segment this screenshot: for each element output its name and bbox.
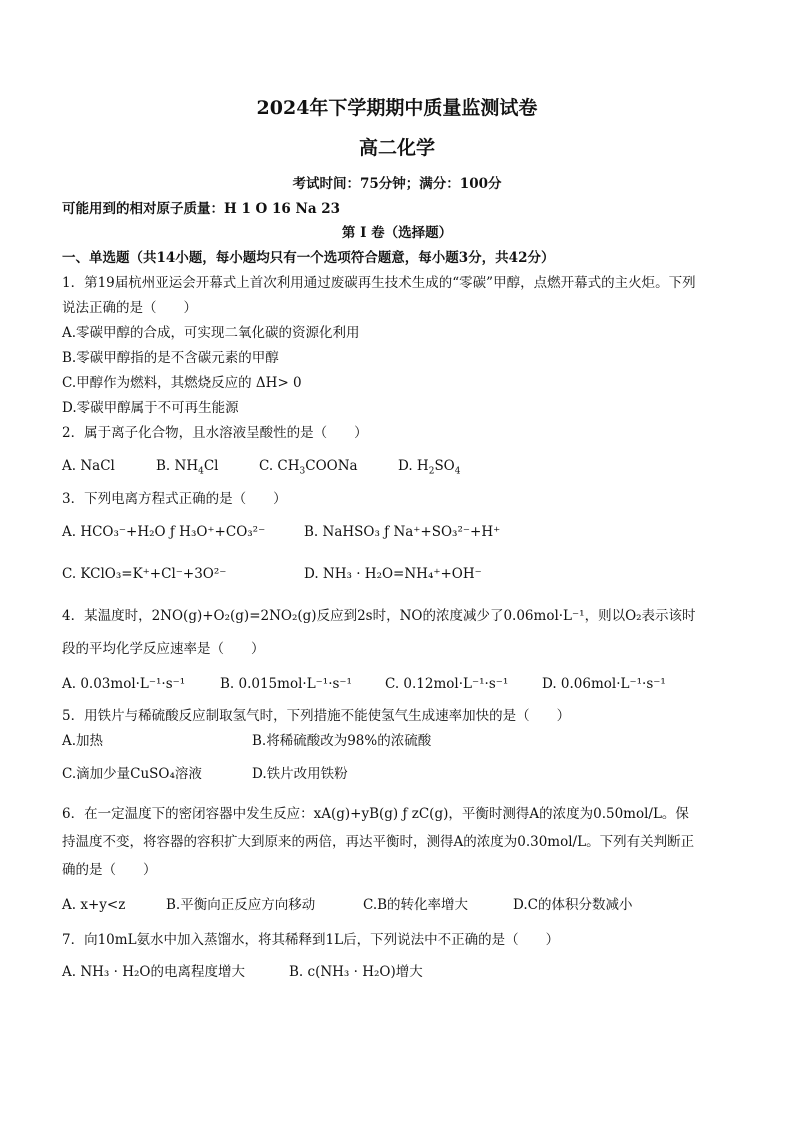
q3-stem: 3．下列电离方程式正确的是（ ） <box>62 491 287 507</box>
q2-stem: 2．属于离子化合物，且水溶液呈酸性的是（ ） <box>62 425 368 441</box>
q4-option-c: C. 0.12mol·L⁻¹·s⁻¹ <box>385 676 509 692</box>
q4-stem-line2: 段的平均化学反应速率是（ ） <box>62 641 265 657</box>
q4-stem-line1: 4．某温度时，2NO(g)+O₂(g)=2NO₂(g)反应到2s时，NO的浓度减少了0.06mol·L⁻¹，则以O₂表示该时 <box>62 608 696 624</box>
exam-info: 考试时间：75分钟；满分：100分 <box>292 176 502 192</box>
q5-option-c: C.滴加少量CuSO₄溶液 <box>62 766 202 782</box>
q3-option-b: B. NaHSO₃ ƒ Na⁺+SO₃²⁻+H⁺ <box>304 524 501 540</box>
section-heading: 一、单选题（共14小题，每小题均只有一个选项符合题意，每小题3分，共42分） <box>62 250 555 266</box>
q7-option-a: A. NH₃ · H₂O的电离程度增大 <box>62 964 245 980</box>
q1-stem-line2: 说法正确的是（ ） <box>62 300 197 316</box>
q6-option-a: A. x+y<z <box>62 897 126 913</box>
volume-heading: 第 I 卷（选择题） <box>341 225 453 241</box>
q2-option-a: A. NaCl <box>62 458 115 474</box>
q5-option-b: B.将稀硫酸改为98%的浓硫酸 <box>252 733 432 749</box>
q2-option-d: D. $H_2SO_4$ <box>398 458 461 477</box>
exam-title: 2024年下学期期中质量监测试卷 <box>256 97 538 119</box>
q1-option-c: C.甲醇作为燃料，其燃烧反应的 ΔH> 0 <box>62 375 302 391</box>
q3-option-a: A. HCO₃⁻+H₂O ƒ H₃O⁺+CO₃²⁻ <box>62 524 266 540</box>
q5-option-d: D.铁片改用铁粉 <box>252 766 348 782</box>
q7-option-b: B. c(NH₃ · H₂O)增大 <box>289 964 423 980</box>
q6-option-c: C.B的转化率增大 <box>363 897 469 913</box>
q5-option-a: A.加热 <box>62 733 104 749</box>
q6-option-d: D.C的体积分数减小 <box>513 897 633 913</box>
q6-stem-line1: 6．在一定温度下的密闭容器中发生反应：xA(g)+yB(g) ƒ zC(g)，平衡时测得A的浓度为0.50mol/L。保 <box>62 806 689 822</box>
q3-option-c: C. KClO₃=K⁺+Cl⁻+3O²⁻ <box>62 566 227 582</box>
q7-stem: 7．向10mL氨水中加入蒸馏水，将其稀释到1L后，下列说法中不正确的是（ ） <box>62 932 560 948</box>
q2-option-b: B. $NH_4Cl$ <box>156 458 219 477</box>
q1-option-b: B.零碳甲醇指的是不含碳元素的甲醇 <box>62 350 279 366</box>
q4-option-b: B. 0.015mol·L⁻¹·s⁻¹ <box>220 676 352 692</box>
q6-stem-line2: 持温度不变，将容器的容积扩大到原来的两倍，再达平衡时，测得A的浓度为0.30mol/L。下列有关判断正 <box>62 834 695 850</box>
q1-option-d: D.零碳甲醇属于不可再生能源 <box>62 400 239 416</box>
atomic-mass-line: 可能用到的相对原子质量：H 1 O 16 Na 23 <box>62 201 341 217</box>
q1-stem-line1: 1．第19届杭州亚运会开幕式上首次利用通过废碳再生技术生成的“零碳”甲醇，点燃开幕式的主火炬。下列 <box>62 275 696 291</box>
q3-option-d: D. NH₃ · H₂O=NH₄⁺+OH⁻ <box>304 566 482 582</box>
q2-option-c: C. $CH_3COONa$ <box>259 458 358 477</box>
q5-stem: 5．用铁片与稀硫酸反应制取氢气时，下列措施不能使氢气生成速率加快的是（ ） <box>62 708 571 724</box>
q6-option-b: B.平衡向正反应方向移动 <box>166 897 316 913</box>
subject-title: 高二化学 <box>358 137 435 159</box>
q6-stem-line3: 确的是（ ） <box>62 862 157 878</box>
q1-option-a: A.零碳甲醇的合成，可实现二氧化碳的资源化利用 <box>62 325 360 341</box>
q4-option-a: A. 0.03mol·L⁻¹·s⁻¹ <box>62 676 186 692</box>
q4-option-d: D. 0.06mol·L⁻¹·s⁻¹ <box>542 676 666 692</box>
